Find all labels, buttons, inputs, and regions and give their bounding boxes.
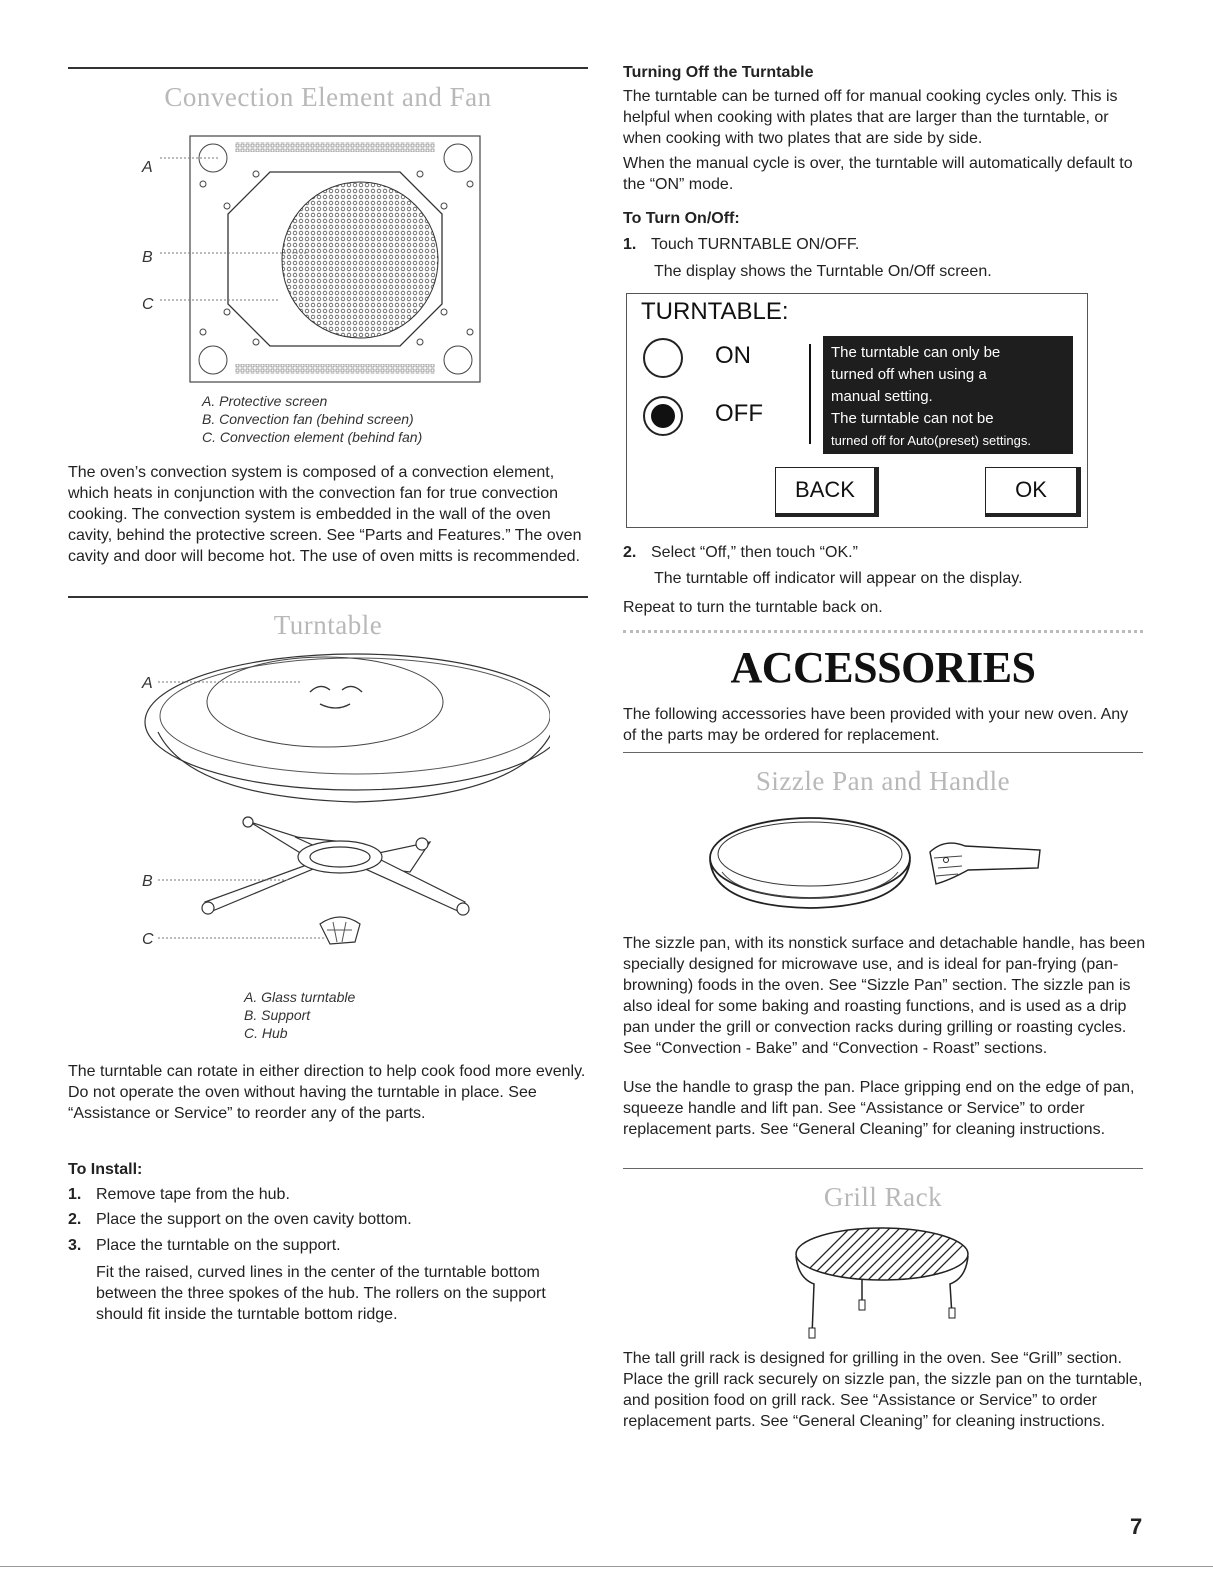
convection-label-b: B: [142, 249, 153, 266]
grill-section-rule: [623, 1168, 1143, 1169]
radio-on[interactable]: [643, 338, 683, 378]
sizzle-section-title: Sizzle Pan and Handle: [755, 766, 1011, 796]
caption-convection-fan: B. Convection fan (behind screen): [202, 411, 414, 427]
page-number: 7: [1130, 1514, 1143, 1539]
display-message-line-5: turned off for Auto(preset) settings.: [831, 433, 1031, 448]
turntable-label-b: B: [142, 873, 153, 890]
display-message-box: [823, 336, 1073, 454]
accessories-divider: [623, 630, 1143, 633]
turntable-label-c: C: [142, 931, 154, 948]
install-heading: To Install:: [68, 1161, 143, 1178]
repeat-note: Repeat to turn the turntable back on.: [623, 599, 883, 616]
turn-step-2-text: Select “Off,” then touch “OK.”: [651, 544, 858, 561]
ok-button[interactable]: [985, 467, 1081, 517]
turntable-body: The turntable can rotate in either direction to help cook food more evenly. Do not operate the oven without having the turntable in place. See “Assistance or Service” to reorder any of the parts.: [68, 1063, 586, 1122]
caption-hub: C. Hub: [244, 1025, 288, 1041]
display-title: TURNTABLE:: [641, 298, 789, 325]
turn-step-1-text: Touch TURNTABLE ON/OFF.: [651, 236, 860, 253]
turn-step-1-num: 1.: [623, 236, 637, 253]
install-note: Fit the raised, curved lines in the center of the turntable bottom between the three spokes of the hub. The rollers on the support should fit inside the turntable bottom ridge.: [96, 1264, 546, 1323]
install-step-1-num: 1.: [68, 1186, 82, 1203]
turntable-section-title: Turntable: [273, 610, 383, 640]
display-message-line-1: The turntable can only be: [831, 344, 1001, 361]
turntable-diagram: [130, 652, 550, 962]
display-message-line-4: The turntable can not be: [831, 410, 994, 427]
caption-convection-element: C. Convection element (behind fan): [202, 429, 423, 445]
radio-off-selected[interactable]: [643, 396, 683, 436]
turning-off-heading: Turning Off the Turntable: [623, 64, 814, 81]
turn-step-2-note: The turntable off indicator will appear on the display.: [654, 570, 1023, 587]
back-button-label: BACK: [795, 477, 855, 502]
caption-support: B. Support: [244, 1007, 311, 1023]
install-step-3-num: 3.: [68, 1237, 82, 1254]
sizzle-para1: The sizzle pan, with its nonstick surface and detachable handle, has been specially designed for microwave use, and is ideal for pan-frying (pan-browning) foods in the oven. See “Sizzle Pan” section. The sizzle pan is also ideal for some baking and roasting functions, and is used as a drip pan under the grill or convection racks during grilling or roasting cycles. See “Convection - Bake” and “Convection - Roast” sections.: [623, 935, 1146, 1057]
back-button[interactable]: [775, 467, 879, 517]
install-step-1-text: Remove tape from the hub.: [96, 1186, 290, 1203]
convection-section-title: Convection Element and Fan: [164, 82, 492, 112]
option-on-label: ON: [715, 342, 751, 369]
top-rule-left: [68, 67, 588, 69]
grill-section-title: Grill Rack: [823, 1182, 943, 1212]
display-message-line-3: manual setting.: [831, 388, 933, 405]
caption-glass-turntable: A. Glass turntable: [244, 989, 356, 1005]
grill-rack-illustration: [782, 1226, 982, 1341]
turntable-display-screen: [626, 293, 1088, 528]
convection-body: The oven’s convection system is composed of a convection element, which heats in conjunction with the convection fan for true convection cooking. The convection system is embedded in the wall of the oven cavity, behind the protective screen. See “Parts and Features.” The oven cavity and door will become hot. The use of oven mitts is recommended.: [68, 464, 582, 565]
grill-para: The tall grill rack is designed for grilling in the oven. See “Grill” section. Place the grill rack securely on sizzle pan, the sizzle pan on the turntable, and position food on grill rack. See “Assistance or Service” to order replacement parts. See “General Cleaning” for cleaning instructions.: [623, 1350, 1143, 1430]
convection-label-a: A: [142, 159, 153, 176]
caption-protective-screen: A. Protective screen: [202, 393, 328, 409]
convection-diagram: [130, 128, 490, 388]
sizzle-pan-illustration: [700, 810, 1060, 920]
option-off-label: OFF: [715, 400, 763, 427]
convection-captions: [202, 392, 422, 446]
sizzle-section-rule: [623, 752, 1143, 753]
ok-button-label: OK: [1015, 477, 1047, 502]
turntable-label-a: A: [142, 675, 153, 692]
install-step-3-text: Place the turntable on the support.: [96, 1237, 341, 1254]
turntable-section-rule: [68, 596, 588, 598]
display-message-line-2: turned off when using a: [831, 366, 987, 383]
turn-step-1-note: The display shows the Turntable On/Off screen.: [654, 263, 992, 280]
turn-step-2-num: 2.: [623, 544, 637, 561]
turntable-captions: [244, 988, 355, 1042]
turning-off-para1: The turntable can be turned off for manual cooking cycles only. This is helpful when cooking with plates that are larger than the turntable, or when cooking with two plates that are side by side.: [623, 88, 1118, 147]
radio-off-fill: [651, 404, 675, 428]
accessories-intro: The following accessories have been provided with your new oven. Any of the parts may be ordered for replacement.: [623, 706, 1129, 744]
turning-off-para2: When the manual cycle is over, the turntable will automatically default to the “ON” mode.: [623, 155, 1133, 193]
bottom-edge-line: [0, 1566, 1213, 1567]
accessories-heading: ACCESSORIES: [730, 643, 1036, 692]
convection-label-c: C: [142, 296, 154, 313]
sizzle-para2: Use the handle to grasp the pan. Place gripping end on the edge of pan, squeeze handle and lift pan. See “Assistance or Service” to order replacement parts. See “General Cleaning” for cleaning instructions.: [623, 1079, 1135, 1138]
turn-on-off-heading: To Turn On/Off:: [623, 210, 740, 227]
install-step-2-text: Place the support on the oven cavity bottom.: [96, 1211, 412, 1228]
install-step-2-num: 2.: [68, 1211, 82, 1228]
display-divider: [809, 344, 811, 444]
